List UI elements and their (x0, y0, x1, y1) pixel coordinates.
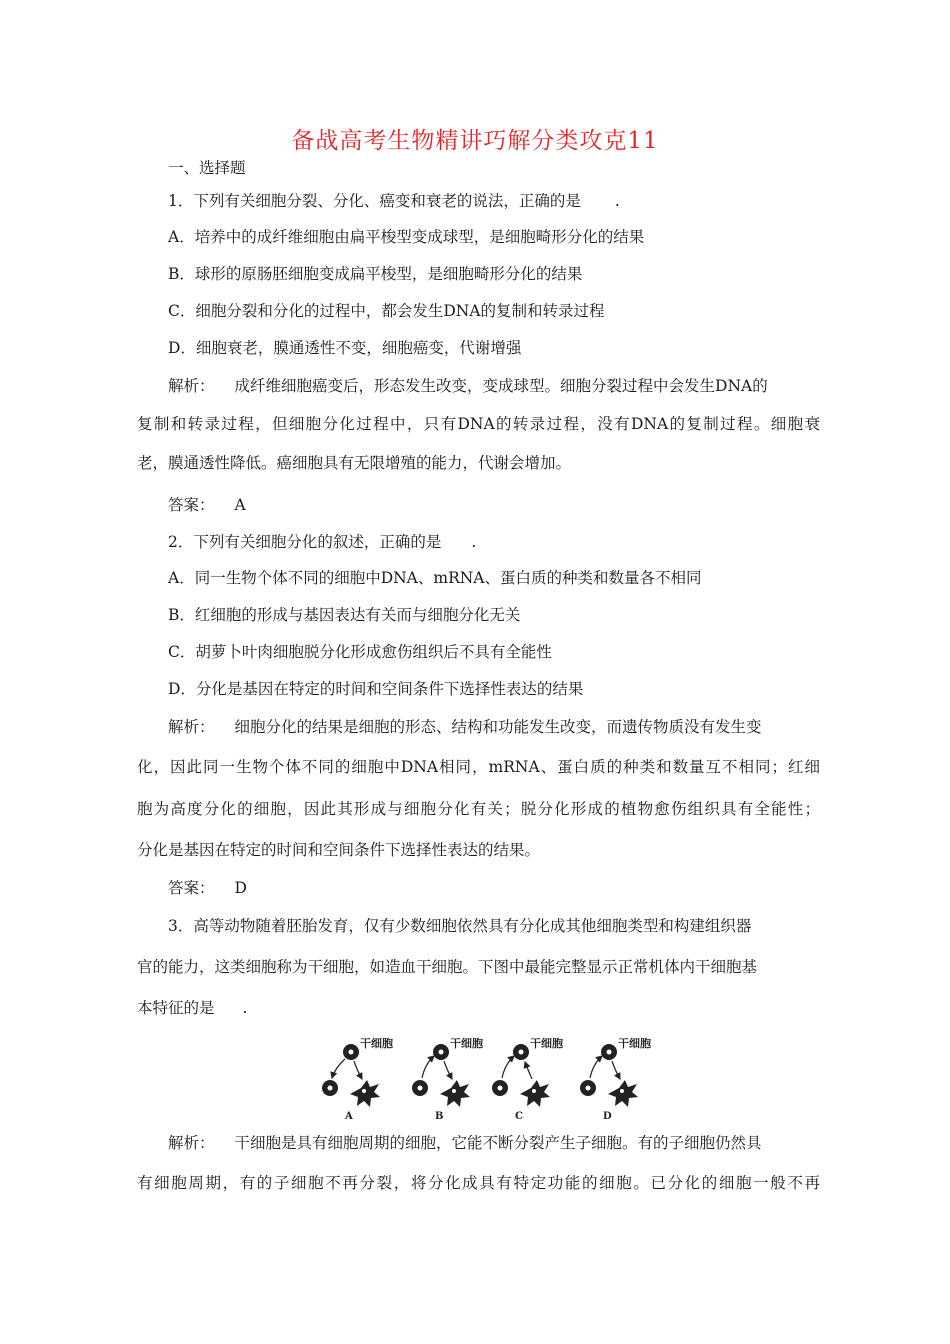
panel-label-b: B (435, 1111, 444, 1120)
q2-answer-value: D (234, 879, 247, 897)
q3-stem-text-3: 本特征的是 (137, 999, 215, 1017)
differentiated-cell-icon (608, 1080, 638, 1107)
q3-analysis-line-1 (168, 1133, 762, 1153)
q1-answer-label: 答案： (168, 496, 215, 514)
q1-analysis-label: 解析： (168, 377, 215, 395)
q1-option-b: B．球形的原肠胚细胞变成扁平梭型，是细胞畸形分化的结果 (168, 265, 583, 283)
stem-cell-label: 干细胞 (618, 1037, 651, 1050)
q1-analysis-line-2: 复制和转录过程，但细胞分化过程中，只有DNA的转录过程，没有DNA的复制过程。细胞衰 (137, 415, 820, 433)
diagram-c (492, 1036, 563, 1120)
page-title: 备战高考生物精讲巧解分类攻克11 (291, 128, 659, 154)
q3-blank: . (242, 999, 248, 1017)
q3-analysis-text-1: 干细胞是具有细胞周期的细胞，它能不断分裂产生子细胞。有的子细胞仍然具 (234, 1134, 762, 1152)
q2-answer-label: 答案： (168, 879, 215, 897)
q2-analysis-line-4: 分化是基因在特定的时间和空间条件下选择性表达的结果。 (137, 841, 541, 859)
q2-analysis-line-1 (168, 717, 762, 737)
q2-option-d: D．分化是基因在特定的时间和空间条件下选择性表达的结果 (168, 680, 584, 698)
stem-cell-label: 干细胞 (530, 1037, 563, 1050)
stem-cell-label: 干细胞 (360, 1037, 393, 1050)
q2-blank: . (471, 533, 477, 551)
stem-cell-label: 干细胞 (450, 1037, 483, 1050)
q2-analysis-text-1: 细胞分化的结果是细胞的形态、结构和功能发生改变，而遗传物质没有发生变 (234, 718, 762, 736)
diagram-b (412, 1036, 483, 1120)
q2-analysis-label: 解析： (168, 718, 215, 736)
q1-analysis-line-1 (168, 376, 768, 396)
q2-option-b: B．红细胞的形成与基因表达有关而与细胞分化无关 (168, 606, 521, 624)
q3-analysis-line-2: 有细胞周期，有的子细胞不再分裂，将分化成具有特定功能的细胞。已分化的细胞一般不再 (137, 1174, 820, 1192)
q1-option-a: A．培养中的成纤维细胞由扁平梭型变成球型，是细胞畸形分化的结果 (168, 228, 645, 246)
stem-cell-figure (313, 1030, 663, 1120)
panel-label-c: C (515, 1111, 523, 1120)
q1-blank: . (614, 192, 620, 210)
differentiated-cell-icon (350, 1080, 380, 1107)
q1-stem-text: 1．下列有关细胞分裂、分化、癌变和衰老的说法，正确的是 (168, 192, 581, 210)
q3-stem-line-2: 官的能力，这类细胞称为干细胞，如造血干细胞。下图中最能完整显示正常机体内干细胞基 (137, 958, 758, 976)
q2-option-c: C．胡萝卜叶肉细胞脱分化形成愈伤组织后不具有全能性 (168, 643, 552, 661)
q3-stem-line-3 (137, 998, 247, 1018)
stem-cell-diagrams (313, 1030, 663, 1120)
q1-stem (168, 191, 620, 211)
panel-label-d: D (603, 1111, 612, 1120)
q2-stem-text: 2．下列有关细胞分化的叙述，正确的是 (168, 533, 442, 551)
diagram-d (580, 1036, 651, 1120)
differentiated-cell-icon (520, 1080, 550, 1107)
q3-analysis-label: 解析： (168, 1134, 215, 1152)
q1-answer (168, 495, 246, 515)
q2-stem (168, 532, 476, 552)
q2-analysis-line-2: 化，因此同一生物个体不同的细胞中DNA相同，mRNA、蛋白质的种类和数量互不相同；红细 (137, 758, 820, 776)
q3-stem-line-1: 3．高等动物随着胚胎发育，仅有少数细胞依然具有分化成其他细胞类型和构建组织器 (168, 917, 752, 935)
q1-analysis-text-1: 成纤维细胞癌变后，形态发生改变，变成球型。细胞分裂过程中会发生DNA的 (234, 377, 768, 395)
differentiated-cell-icon (440, 1080, 470, 1107)
q2-option-a: A．同一生物个体不同的细胞中DNA、mRNA、蛋白质的种类和数量各不相同 (168, 569, 702, 587)
q1-analysis-line-3: 老，膜通透性降低。癌细胞具有无限增殖的能力，代谢会增加。 (137, 454, 572, 472)
q1-option-c: C．细胞分裂和分化的过程中，都会发生DNA的复制和转录过程 (168, 302, 605, 320)
q1-answer-value: A (234, 496, 246, 514)
q2-answer (168, 878, 247, 898)
q2-analysis-line-3: 胞为高度分化的细胞，因此其形成与细胞分化有关；脱分化形成的植物愈伤组织具有全能性； (137, 800, 820, 818)
q1-option-d: D．细胞衰老，膜通透性不变，细胞癌变，代谢增强 (168, 339, 522, 357)
section-heading: 一、选择题 (168, 159, 246, 177)
diagram-a (322, 1036, 393, 1120)
panel-label-a: A (345, 1111, 353, 1120)
